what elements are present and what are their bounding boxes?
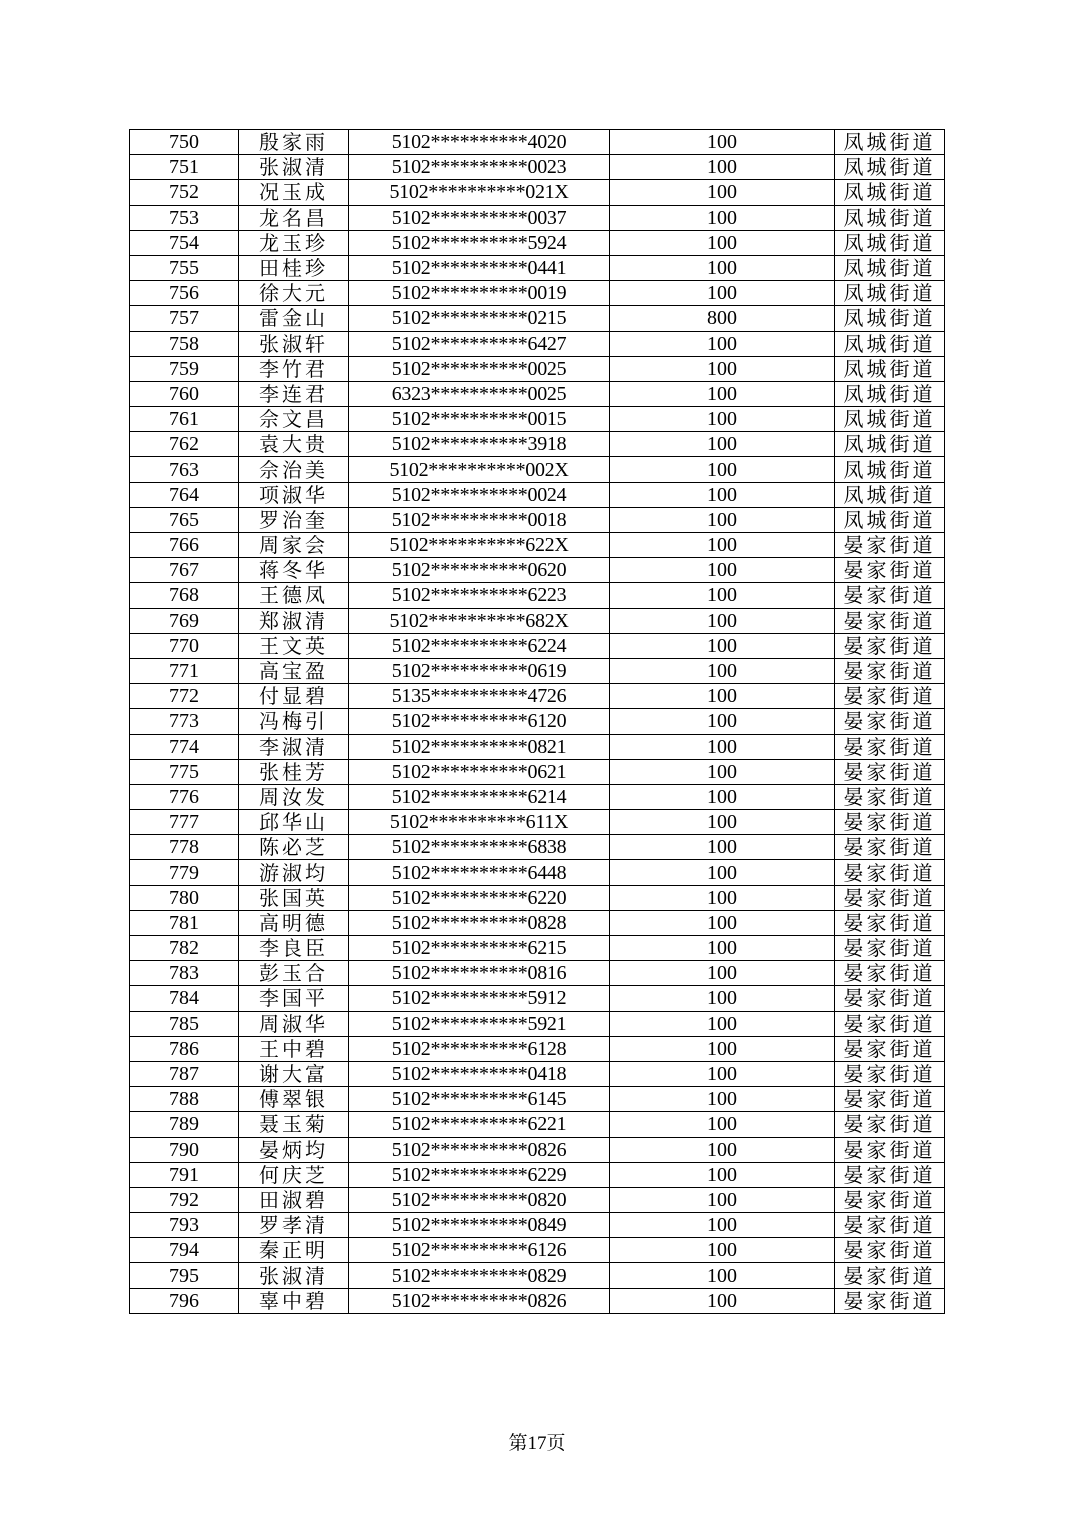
table-row (130, 759, 945, 784)
table-row (130, 558, 945, 583)
id-number-cell: 5102**********6214 (349, 784, 610, 809)
row-number-cell: 775 (130, 759, 239, 784)
table-row (130, 407, 945, 432)
row-number-cell: 764 (130, 482, 239, 507)
id-number-cell: 5102**********5924 (349, 230, 610, 255)
street-cell: 晏家街道 (835, 784, 945, 809)
street-cell: 凤城街道 (835, 130, 945, 155)
street-cell: 凤城街道 (835, 331, 945, 356)
row-number-cell: 758 (130, 331, 239, 356)
row-number-cell: 762 (130, 432, 239, 457)
row-number-cell: 779 (130, 860, 239, 885)
name-cell: 秦正明 (239, 1238, 349, 1263)
page-number: 第17页 (508, 1433, 566, 1454)
amount-cell: 100 (610, 885, 835, 910)
id-number-cell: 5102**********0829 (349, 1263, 610, 1288)
id-number-cell: 5102**********3918 (349, 432, 610, 457)
amount-cell: 100 (610, 1087, 835, 1112)
row-number-cell: 792 (130, 1187, 239, 1212)
street-cell: 晏家街道 (835, 986, 945, 1011)
table-row (130, 482, 945, 507)
name-cell: 晏炳均 (239, 1137, 349, 1162)
row-number-cell: 772 (130, 684, 239, 709)
table-row (130, 709, 945, 734)
row-number-cell: 753 (130, 205, 239, 230)
street-cell: 晏家街道 (835, 1036, 945, 1061)
row-number-cell: 791 (130, 1162, 239, 1187)
id-number-cell: 5102**********6838 (349, 835, 610, 860)
row-number-cell: 755 (130, 255, 239, 280)
table-row (130, 331, 945, 356)
amount-cell: 100 (610, 205, 835, 230)
street-cell: 晏家街道 (835, 709, 945, 734)
id-number-cell: 5102**********0820 (349, 1187, 610, 1212)
name-cell: 王中碧 (239, 1036, 349, 1061)
street-cell: 晏家街道 (835, 1137, 945, 1162)
table-row (130, 255, 945, 280)
amount-cell: 100 (610, 432, 835, 457)
name-cell: 罗孝清 (239, 1213, 349, 1238)
street-cell: 晏家街道 (835, 684, 945, 709)
row-number-cell: 754 (130, 230, 239, 255)
id-number-cell: 5102**********0619 (349, 658, 610, 683)
amount-cell: 100 (610, 281, 835, 306)
amount-cell: 100 (610, 533, 835, 558)
table-row (130, 1036, 945, 1061)
street-cell: 晏家街道 (835, 1263, 945, 1288)
id-number-cell: 5102**********0015 (349, 407, 610, 432)
table-row (130, 961, 945, 986)
amount-cell: 100 (610, 910, 835, 935)
street-cell: 凤城街道 (835, 155, 945, 180)
table-row (130, 810, 945, 835)
id-number-cell: 5102**********0019 (349, 281, 610, 306)
name-cell: 李国平 (239, 986, 349, 1011)
amount-cell: 100 (610, 255, 835, 280)
amount-cell: 100 (610, 986, 835, 1011)
amount-cell: 100 (610, 1288, 835, 1313)
table-row (130, 381, 945, 406)
name-cell: 张淑清 (239, 1263, 349, 1288)
id-number-cell: 5102**********4020 (349, 130, 610, 155)
amount-cell: 100 (610, 1011, 835, 1036)
table-row (130, 1087, 945, 1112)
name-cell: 游淑均 (239, 860, 349, 885)
street-cell: 晏家街道 (835, 658, 945, 683)
row-number-cell: 784 (130, 986, 239, 1011)
row-number-cell: 756 (130, 281, 239, 306)
row-number-cell: 783 (130, 961, 239, 986)
id-number-cell: 5102**********0826 (349, 1137, 610, 1162)
name-cell: 况玉成 (239, 180, 349, 205)
name-cell: 殷家雨 (239, 130, 349, 155)
name-cell: 田桂珍 (239, 255, 349, 280)
id-number-cell: 5102**********6128 (349, 1036, 610, 1061)
street-cell: 晏家街道 (835, 759, 945, 784)
street-cell: 晏家街道 (835, 860, 945, 885)
table-row (130, 910, 945, 935)
amount-cell: 100 (610, 1061, 835, 1086)
row-number-cell: 770 (130, 633, 239, 658)
amount-cell: 100 (610, 507, 835, 532)
id-number-cell: 6323**********0025 (349, 381, 610, 406)
row-number-cell: 788 (130, 1087, 239, 1112)
name-cell: 徐大元 (239, 281, 349, 306)
name-cell: 聂玉菊 (239, 1112, 349, 1137)
id-number-cell: 5102**********6145 (349, 1087, 610, 1112)
id-number-cell: 5102**********5912 (349, 986, 610, 1011)
row-number-cell: 766 (130, 533, 239, 558)
table-row (130, 1137, 945, 1162)
amount-cell: 100 (610, 130, 835, 155)
amount-cell: 100 (610, 1213, 835, 1238)
table-row (130, 684, 945, 709)
street-cell: 凤城街道 (835, 180, 945, 205)
amount-cell: 100 (610, 1162, 835, 1187)
id-number-cell: 5102**********6215 (349, 936, 610, 961)
id-number-cell: 5102**********6223 (349, 583, 610, 608)
name-cell: 陈必芝 (239, 835, 349, 860)
street-cell: 晏家街道 (835, 558, 945, 583)
table-row (130, 1187, 945, 1212)
table-row (130, 1112, 945, 1137)
amount-cell: 100 (610, 1187, 835, 1212)
name-cell: 佘文昌 (239, 407, 349, 432)
id-number-cell: 5102**********6220 (349, 885, 610, 910)
name-cell: 李竹君 (239, 356, 349, 381)
name-cell: 邱华山 (239, 810, 349, 835)
street-cell: 晏家街道 (835, 810, 945, 835)
street-cell: 晏家街道 (835, 1288, 945, 1313)
street-cell: 晏家街道 (835, 961, 945, 986)
street-cell: 晏家街道 (835, 1187, 945, 1212)
name-cell: 龙玉珍 (239, 230, 349, 255)
name-cell: 郑淑清 (239, 608, 349, 633)
street-cell: 晏家街道 (835, 885, 945, 910)
id-number-cell: 5102**********611X (349, 810, 610, 835)
id-number-cell: 5102**********682X (349, 608, 610, 633)
table-row (130, 734, 945, 759)
amount-cell: 100 (610, 658, 835, 683)
name-cell: 张桂芳 (239, 759, 349, 784)
name-cell: 傅翠银 (239, 1087, 349, 1112)
table-row (130, 1011, 945, 1036)
table-row (130, 205, 945, 230)
row-number-cell: 777 (130, 810, 239, 835)
street-cell: 凤城街道 (835, 281, 945, 306)
table-row (130, 281, 945, 306)
row-number-cell: 751 (130, 155, 239, 180)
table-row (130, 658, 945, 683)
amount-cell: 100 (610, 155, 835, 180)
amount-cell: 100 (610, 1263, 835, 1288)
table-row (130, 356, 945, 381)
id-number-cell: 5102**********6224 (349, 633, 610, 658)
table-row (130, 885, 945, 910)
id-number-cell: 5102**********0849 (349, 1213, 610, 1238)
name-cell: 罗治奎 (239, 507, 349, 532)
name-cell: 张淑轩 (239, 331, 349, 356)
table-row (130, 784, 945, 809)
street-cell: 凤城街道 (835, 255, 945, 280)
row-number-cell: 774 (130, 734, 239, 759)
id-number-cell: 5102**********0620 (349, 558, 610, 583)
id-number-cell: 5102**********0018 (349, 507, 610, 532)
table-row (130, 155, 945, 180)
amount-cell: 100 (610, 936, 835, 961)
table-row (130, 507, 945, 532)
id-number-cell: 5102**********6126 (349, 1238, 610, 1263)
street-cell: 晏家街道 (835, 910, 945, 935)
row-number-cell: 796 (130, 1288, 239, 1313)
id-number-cell: 5102**********6221 (349, 1112, 610, 1137)
table-row (130, 1288, 945, 1313)
street-cell: 凤城街道 (835, 432, 945, 457)
name-cell: 冯梅引 (239, 709, 349, 734)
row-number-cell: 793 (130, 1213, 239, 1238)
id-number-cell: 5102**********6120 (349, 709, 610, 734)
amount-cell: 100 (610, 835, 835, 860)
table-row (130, 633, 945, 658)
street-cell: 晏家街道 (835, 1112, 945, 1137)
name-cell: 何庆芝 (239, 1162, 349, 1187)
table-row (130, 1263, 945, 1288)
row-number-cell: 768 (130, 583, 239, 608)
amount-cell: 100 (610, 230, 835, 255)
row-number-cell: 767 (130, 558, 239, 583)
row-number-cell: 780 (130, 885, 239, 910)
table-row (130, 860, 945, 885)
id-number-cell: 5102**********0023 (349, 155, 610, 180)
street-cell: 晏家街道 (835, 608, 945, 633)
street-cell: 晏家街道 (835, 835, 945, 860)
table-row (130, 130, 945, 155)
street-cell: 凤城街道 (835, 482, 945, 507)
name-cell: 龙名昌 (239, 205, 349, 230)
name-cell: 张淑清 (239, 155, 349, 180)
id-number-cell: 5102**********0024 (349, 482, 610, 507)
row-number-cell: 752 (130, 180, 239, 205)
row-number-cell: 778 (130, 835, 239, 860)
amount-cell: 100 (610, 180, 835, 205)
amount-cell: 100 (610, 1036, 835, 1061)
row-number-cell: 763 (130, 457, 239, 482)
name-cell: 周淑华 (239, 1011, 349, 1036)
id-number-cell: 5102**********0037 (349, 205, 610, 230)
name-cell: 高宝盈 (239, 658, 349, 683)
row-number-cell: 794 (130, 1238, 239, 1263)
id-number-cell: 5102**********0826 (349, 1288, 610, 1313)
amount-cell: 100 (610, 558, 835, 583)
amount-cell: 100 (610, 1238, 835, 1263)
id-number-cell: 5135**********4726 (349, 684, 610, 709)
name-cell: 田淑碧 (239, 1187, 349, 1212)
street-cell: 凤城街道 (835, 306, 945, 331)
id-number-cell: 5102**********0418 (349, 1061, 610, 1086)
name-cell: 张国英 (239, 885, 349, 910)
id-number-cell: 5102**********0441 (349, 255, 610, 280)
amount-cell: 100 (610, 684, 835, 709)
amount-cell: 100 (610, 608, 835, 633)
name-cell: 李良臣 (239, 936, 349, 961)
table-row (130, 835, 945, 860)
amount-cell: 100 (610, 961, 835, 986)
table-row (130, 180, 945, 205)
table-row (130, 583, 945, 608)
amount-cell: 100 (610, 1112, 835, 1137)
street-cell: 晏家街道 (835, 633, 945, 658)
street-cell: 凤城街道 (835, 407, 945, 432)
row-number-cell: 769 (130, 608, 239, 633)
street-cell: 晏家街道 (835, 1162, 945, 1187)
row-number-cell: 776 (130, 784, 239, 809)
amount-cell: 100 (610, 482, 835, 507)
name-cell: 王文英 (239, 633, 349, 658)
name-cell: 高明德 (239, 910, 349, 935)
street-cell: 晏家街道 (835, 734, 945, 759)
name-cell: 周汝发 (239, 784, 349, 809)
street-cell: 凤城街道 (835, 205, 945, 230)
street-cell: 晏家街道 (835, 936, 945, 961)
row-number-cell: 765 (130, 507, 239, 532)
table-row (130, 1061, 945, 1086)
row-number-cell: 761 (130, 407, 239, 432)
name-cell: 付显碧 (239, 684, 349, 709)
name-cell: 王德凤 (239, 583, 349, 608)
row-number-cell: 781 (130, 910, 239, 935)
name-cell: 辜中碧 (239, 1288, 349, 1313)
id-number-cell: 5102**********0025 (349, 356, 610, 381)
amount-cell: 800 (610, 306, 835, 331)
amount-cell: 100 (610, 331, 835, 356)
name-cell: 佘治美 (239, 457, 349, 482)
id-number-cell: 5102**********0621 (349, 759, 610, 784)
street-cell: 晏家街道 (835, 1011, 945, 1036)
amount-cell: 100 (610, 1137, 835, 1162)
table-row (130, 986, 945, 1011)
table-row (130, 936, 945, 961)
street-cell: 晏家街道 (835, 1087, 945, 1112)
street-cell: 晏家街道 (835, 533, 945, 558)
table-row (130, 230, 945, 255)
name-cell: 周家会 (239, 533, 349, 558)
row-number-cell: 782 (130, 936, 239, 961)
amount-cell: 100 (610, 457, 835, 482)
name-cell: 李连君 (239, 381, 349, 406)
amount-cell: 100 (610, 784, 835, 809)
row-number-cell: 789 (130, 1112, 239, 1137)
id-number-cell: 5102**********0215 (349, 306, 610, 331)
id-number-cell: 5102**********622X (349, 533, 610, 558)
row-number-cell: 760 (130, 381, 239, 406)
table-row (130, 306, 945, 331)
amount-cell: 100 (610, 633, 835, 658)
street-cell: 晏家街道 (835, 1213, 945, 1238)
amount-cell: 100 (610, 810, 835, 835)
amount-cell: 100 (610, 583, 835, 608)
id-number-cell: 5102**********0828 (349, 910, 610, 935)
roster-table-body (130, 130, 945, 1314)
table-row (130, 608, 945, 633)
id-number-cell: 5102**********6448 (349, 860, 610, 885)
row-number-cell: 759 (130, 356, 239, 381)
amount-cell: 100 (610, 709, 835, 734)
name-cell: 李淑清 (239, 734, 349, 759)
amount-cell: 100 (610, 734, 835, 759)
table-row (130, 1162, 945, 1187)
id-number-cell: 5102**********0821 (349, 734, 610, 759)
row-number-cell: 771 (130, 658, 239, 683)
street-cell: 晏家街道 (835, 1238, 945, 1263)
id-number-cell: 5102**********6229 (349, 1162, 610, 1187)
amount-cell: 100 (610, 356, 835, 381)
street-cell: 凤城街道 (835, 457, 945, 482)
table-row (130, 457, 945, 482)
table-row (130, 1238, 945, 1263)
row-number-cell: 786 (130, 1036, 239, 1061)
row-number-cell: 790 (130, 1137, 239, 1162)
street-cell: 凤城街道 (835, 507, 945, 532)
table-row (130, 533, 945, 558)
street-cell: 凤城街道 (835, 230, 945, 255)
row-number-cell: 757 (130, 306, 239, 331)
name-cell: 蒋冬华 (239, 558, 349, 583)
roster-table (129, 129, 945, 1314)
name-cell: 雷金山 (239, 306, 349, 331)
id-number-cell: 5102**********5921 (349, 1011, 610, 1036)
amount-cell: 100 (610, 759, 835, 784)
table-row (130, 432, 945, 457)
amount-cell: 100 (610, 860, 835, 885)
row-number-cell: 785 (130, 1011, 239, 1036)
street-cell: 凤城街道 (835, 381, 945, 406)
id-number-cell: 5102**********6427 (349, 331, 610, 356)
street-cell: 凤城街道 (835, 356, 945, 381)
amount-cell: 100 (610, 381, 835, 406)
name-cell: 彭玉合 (239, 961, 349, 986)
row-number-cell: 773 (130, 709, 239, 734)
row-number-cell: 787 (130, 1061, 239, 1086)
name-cell: 项淑华 (239, 482, 349, 507)
name-cell: 谢大富 (239, 1061, 349, 1086)
table-row (130, 1213, 945, 1238)
row-number-cell: 795 (130, 1263, 239, 1288)
id-number-cell: 5102**********0816 (349, 961, 610, 986)
street-cell: 晏家街道 (835, 583, 945, 608)
id-number-cell: 5102**********021X (349, 180, 610, 205)
name-cell: 袁大贵 (239, 432, 349, 457)
amount-cell: 100 (610, 407, 835, 432)
street-cell: 晏家街道 (835, 1061, 945, 1086)
id-number-cell: 5102**********002X (349, 457, 610, 482)
row-number-cell: 750 (130, 130, 239, 155)
